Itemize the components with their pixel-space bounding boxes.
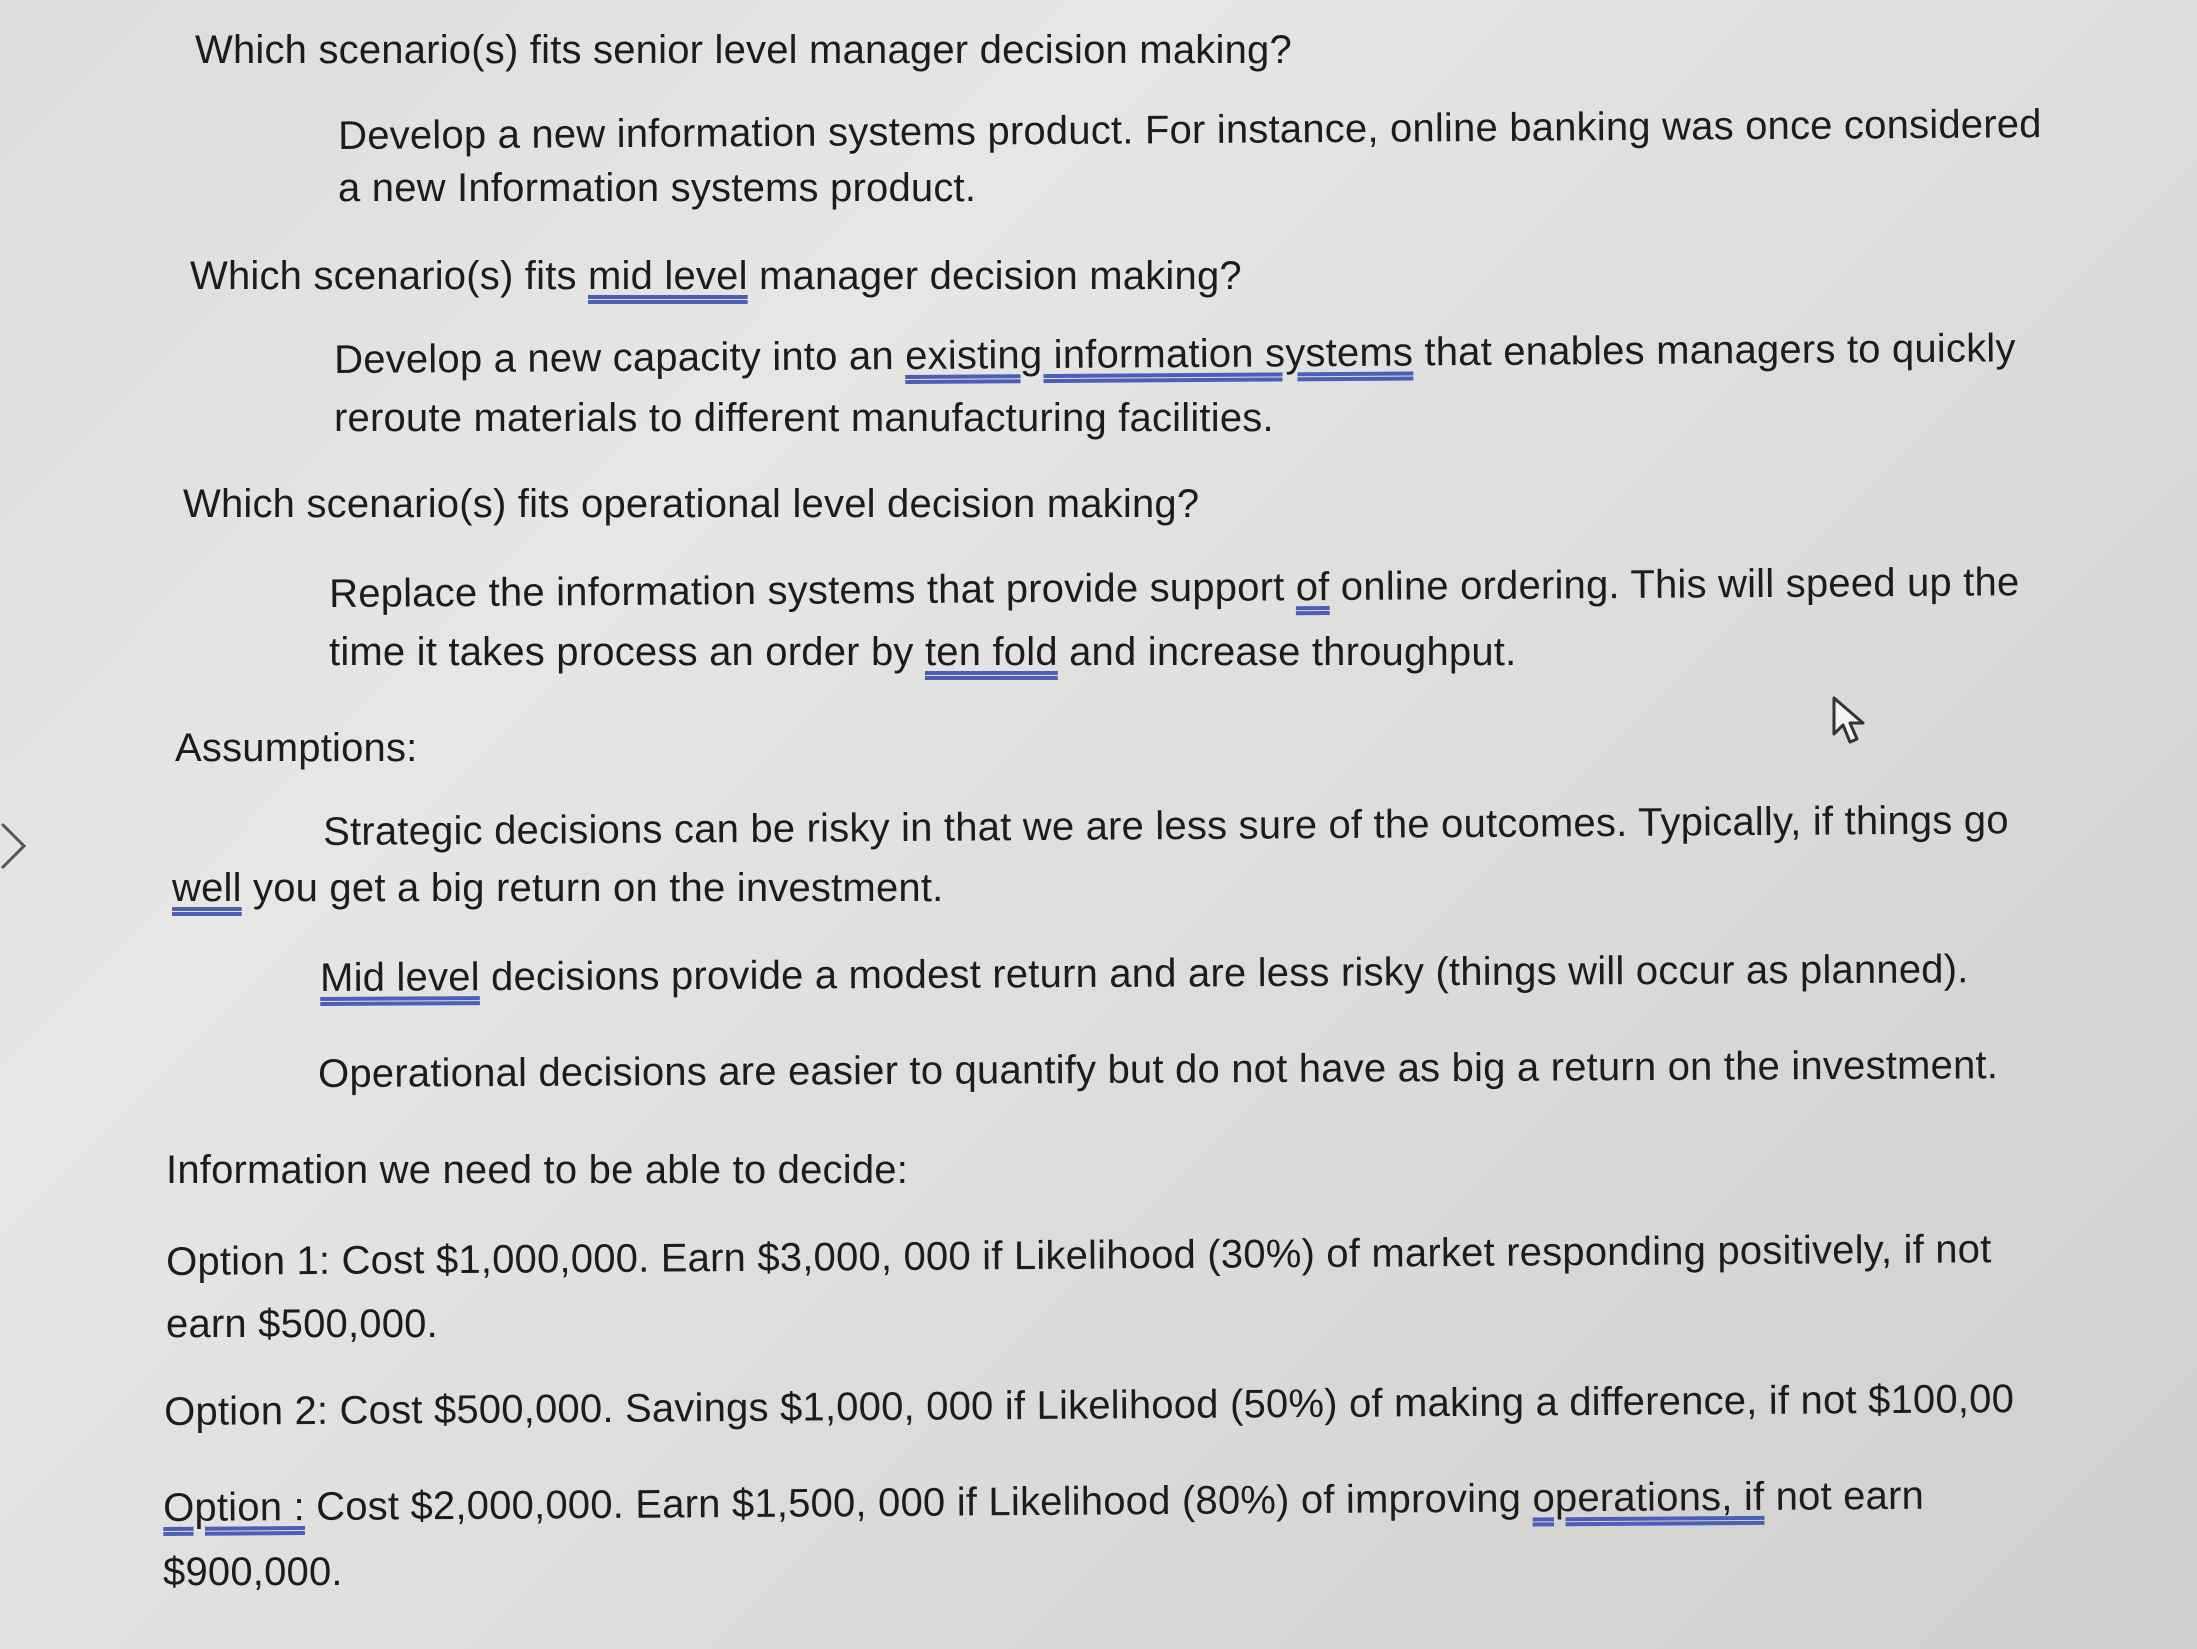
assumption-operational-text: Operational decisions are easier to quantify but do not have as big a return on the investment. [317,1043,1999,1096]
mouse-cursor-icon [1830,694,1870,750]
answer-mid-underlined: existing information systems [904,330,1414,379]
option-3-underlined-1: Option : [162,1485,305,1530]
answer-operational-post-2: and increase throughput. [1057,630,1517,674]
assumption-mid-text: decisions provide a modest return and are less risky (things will occur as planned). [479,947,1969,1000]
option-3-text-post: not earn [1764,1473,1925,1519]
assumption-strategic-underlined: well [172,866,242,910]
chevron-right-icon [0,820,28,872]
answer-operational-pre: Replace the information systems that provide support [328,565,1296,616]
answer-operational-post: online ordering. This will speed up the [1329,560,2020,610]
info-heading [166,1150,908,1190]
answer-senior-text-1: Develop a new information systems product. For instance, online banking was once considered [337,102,2042,158]
question-senior-text: Which scenario(s) fits senior level manager decision making? [195,28,1292,72]
answer-senior-text-2: a new Information systems product. [338,166,977,210]
question-mid-underlined: mid level [588,254,748,298]
info-heading-text: Information we need to be able to decide: [166,1148,909,1192]
question-mid-post: manager decision making? [747,254,1242,298]
option-1-text-2: earn $500,000. [166,1302,438,1346]
option-2-text-1: Option 2: Cost $500,000. Savings $1,000, 000 if Likelihood (50%) of making a difference, if not $100,00 [163,1377,2015,1434]
assumption-mid-underlined: Mid level [319,955,480,1000]
answer-operational-underlined-2: ten fold [924,630,1058,674]
question-mid [190,256,1242,296]
question-mid-pre: Which scenario(s) fits [190,254,589,298]
answer-operational-line-1 [329,562,2020,614]
option-1-line-1 [166,1229,1992,1282]
answer-mid-pre: Develop a new capacity into an [333,334,906,382]
option-3-text-2: $900,000. [163,1550,343,1594]
answer-senior-line-2 [338,168,976,208]
answer-senior-line-1 [338,104,2042,156]
assumption-operational [318,1045,1998,1094]
answer-mid-line-2 [334,398,1274,438]
assumption-strategic-line-1 [323,800,2009,852]
answer-operational-underlined: of [1295,565,1330,610]
assumption-strategic-text-2: you get a big return on the investment. [241,866,944,910]
answer-mid-post: that enables managers to quickly [1412,326,2016,375]
option-1-text-1: Option 1: Cost $1,000,000. Earn $3,000, 000 if Likelihood (30%) of market responding positively, if not [165,1227,1992,1284]
question-senior [195,30,1292,70]
answer-mid-text-2: reroute materials to different manufacturing facilities. [334,396,1274,440]
option-3-underlined-2: operations, if [1532,1474,1765,1521]
option-1-line-2 [166,1304,438,1344]
option-3-line-1 [162,1473,1925,1530]
assumptions-heading [175,728,418,768]
assumption-strategic-text-1: Strategic decisions can be risky in that we are less sure of the outcomes. Typically, if things go [322,798,2009,854]
option-3-line-2 [163,1552,343,1592]
assumptions-heading-text: Assumptions: [175,726,418,770]
answer-mid-line-1 [334,328,2016,380]
question-operational-text: Which scenario(s) fits operational level decision making? [183,482,1200,526]
assumption-strategic-line-2 [172,868,943,908]
answer-operational-line-2 [329,632,1516,672]
question-operational [183,484,1199,524]
option-2-line-1 [164,1379,2014,1432]
answer-operational-pre-2: time it takes process an order by [329,630,925,674]
assumption-mid [320,949,1969,998]
option-3-text-mid: Cost $2,000,000. Earn $1,500, 000 if Likelihood (80%) of improving [304,1476,1533,1530]
